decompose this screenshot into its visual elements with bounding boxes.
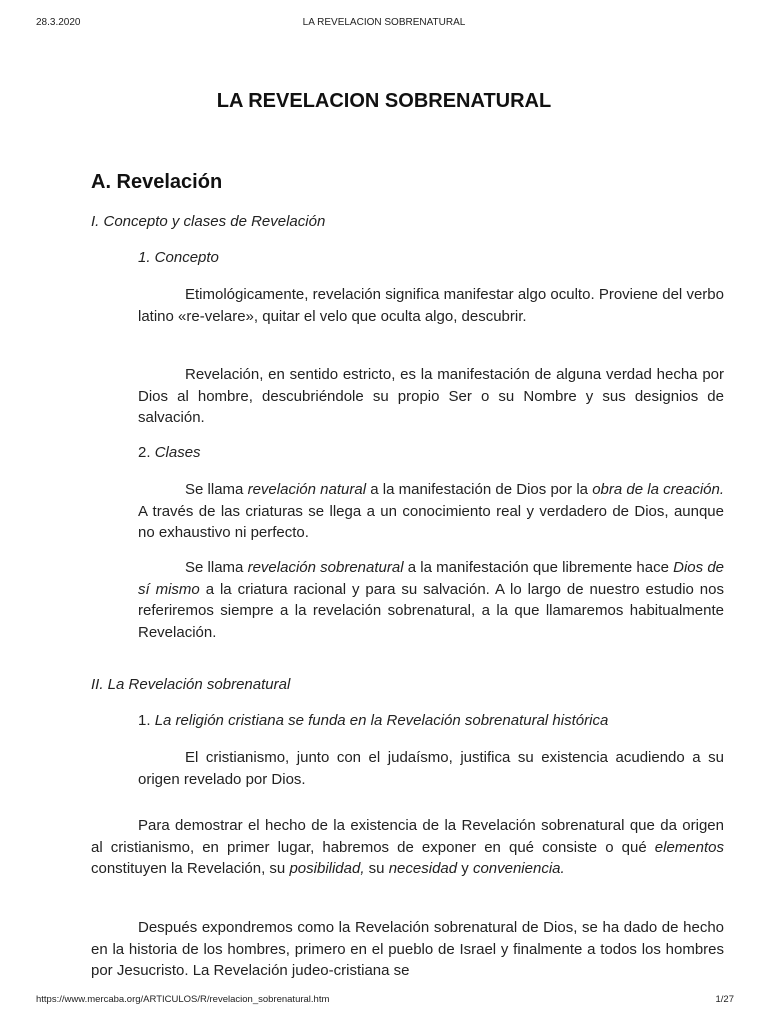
part-1-heading: I. Concepto y clases de Revelación	[91, 213, 326, 230]
subheading-religion-cristiana: 1. La religión cristiana se funda en la Revelación sobrenatural histórica	[138, 712, 609, 729]
paragraph-despues: Después expondremos como la Revelación sobrenatural de Dios, se ha dado de hecho en la historia de los hombres, primero en el pueblo de Israel y finalmente a todos los hombres por Jesucristo. La Revelación judeo-cristiana se	[91, 919, 724, 980]
paragraph-revelacion-estricta: Revelación, en sentido estricto, es la manifestación de alguna verdad hecha por Dios al hombre, descubriéndole su propio Ser o su Nombre y sus designios de salvación.	[138, 366, 724, 427]
document-title: LA REVELACION SOBRENATURAL	[216, 90, 552, 112]
paragraph-cristianismo: El cristianismo, junto con el judaísmo, justifica su existencia acudiendo a su origen revelado por Dios.	[138, 749, 724, 788]
paragraph-revelacion-natural: Se llama revelación natural a la manifestación de Dios por la obra de la creación. A través de las criaturas se llega a un conocimiento real y verdadero de Dios, aunque no exhaustivo ni perfecto.	[138, 481, 725, 542]
print-date: 28.3.2020	[36, 17, 81, 28]
subheading-clases: 2. Clases	[138, 444, 201, 461]
section-a-heading: A. Revelación	[91, 171, 223, 193]
subheading-concepto: 1. Concepto	[138, 249, 219, 266]
print-header-title: LA REVELACION SOBRENATURAL	[302, 17, 466, 28]
page-number: 1/27	[715, 994, 734, 1005]
part-2-heading: II. La Revelación sobrenatural	[91, 676, 291, 693]
paragraph-revelacion-sobrenatural: Se llama revelación sobrenatural a la manifestación que libremente hace Dios de sí mismo a la criatura racional y para su salvación. A lo largo de nuestro estudio nos referiremos siempre a la revelación sobrenatural, a la que llamaremos habitualmente Revelación.	[138, 559, 724, 641]
paragraph-demostrar: Para demostrar el hecho de la existencia de la Revelación sobrenatural que da origen al cristianismo, en primer lugar, habremos de exponer en qué consiste o qué elementos constituyen la Revelación, su posibilidad, su necesidad y conveniencia.	[91, 817, 724, 878]
paragraph-etimologia: Etimológicamente, revelación significa manifestar algo oculto. Proviene del verbo latino «re-velare», quitar el velo que oculta algo, descubrir.	[138, 286, 724, 325]
print-footer-url: https://www.mercaba.org/ARTICULOS/R/revelacion_sobrenatural.htm	[36, 994, 330, 1005]
